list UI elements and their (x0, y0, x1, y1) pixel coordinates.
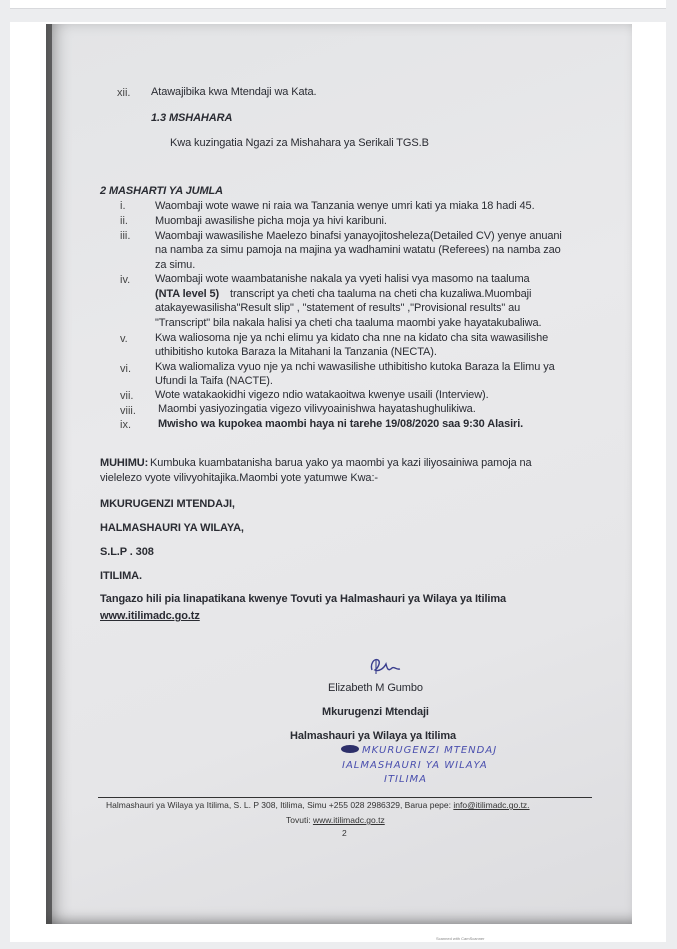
signatory-organization: Halmashauri ya Wilaya ya Itilima (290, 730, 457, 742)
website-link[interactable]: www.itilimadc.go.tz (100, 610, 200, 622)
muhimu-text: Kumbuka kuambatanisha barua yako ya maombi ya kazi iliyosainiwa pamoja na (150, 457, 532, 469)
section-1-3-title: 1.3 MSHAHARA (151, 112, 233, 124)
list-item: Waombaji wote wawe ni raia wa Tanzania wenye umri kati ya miaka 18 hadi 45. (155, 200, 535, 212)
signature-mark (366, 656, 406, 678)
list-item: Maombi yasiyozingatia vigezo vilivyoainishwa hayatashughulikiwa. (158, 403, 476, 415)
item-number: ix. (120, 419, 131, 431)
stamp-emblem (340, 744, 360, 754)
item-number: viii. (120, 405, 136, 417)
item-number: iv. (120, 274, 131, 286)
section-2-title: 2 MASHARTI YA JUMLA (100, 185, 223, 197)
item-number: i. (120, 200, 126, 212)
list-item-continued: uthibitisho kutoka Baraza la Mitahani la Tanzania (NECTA). (155, 346, 437, 358)
list-item-continued: Ufundi la Taifa (NACTE). (155, 375, 273, 387)
tangazo-text: Tangazo hili pia linapatikana kwenye Tovuti ya Halmashauri ya Wilaya ya Itilima (100, 593, 507, 605)
list-item-continued: na namba za simu pamoja na majina ya wadhamini watatu (Referees) na namba zao (155, 244, 561, 256)
footer-email[interactable]: info@itilimadc.go.tz. (453, 800, 530, 810)
footer-website-label: Tovuti: (286, 815, 313, 825)
list-item: Kwa waliomaliza vyuo nje ya nchi wawasilishe uthibitisho kutoka Baraza la Elimu ya (155, 361, 555, 373)
page-number: 2 (342, 828, 347, 838)
list-item: Waombaji wote waambatanishe nakala ya vyeti halisi vya masomo na taaluma (155, 273, 530, 285)
list-item: Waombaji wawasilishe Maelezo binafsi yanayojitosheleza(Detailed CV) yenye anuani (155, 230, 562, 242)
stamp-line: MKURUGENZI MTENDAJ (362, 745, 498, 756)
top-bar (10, 0, 666, 9)
muhimu-text-continued: vielelezo vyote vilivyohitajika.Maombi yote yatumwe Kwa:- (100, 472, 378, 484)
list-item: Wote watakaokidhi vigezo ndio watakaoitwa kwenye usaili (Interview). (155, 389, 489, 401)
item-number: v. (120, 333, 128, 345)
signatory-title: Mkurugenzi Mtendaji (322, 706, 429, 718)
item-number: vii. (120, 390, 134, 402)
stamp-line: IALMASHAURI YA WILAYA (342, 760, 488, 771)
item-xii-text: Atawajibika kwa Mtendaji wa Kata. (151, 86, 317, 98)
footer-website-line (286, 815, 385, 825)
footer-address (106, 800, 530, 810)
list-item: Muombaji awasilishe picha moja ya hivi karibuni. (155, 215, 387, 227)
signatory-name: Elizabeth M Gumbo (328, 682, 423, 694)
nta-level-text: (NTA level 5) (155, 288, 220, 300)
list-item-continued: "Transcript" bila nakala halisi ya cheti cha taaluma maombi yake hayatakubaliwa. (155, 317, 542, 329)
list-item: Kwa waliosoma nje ya nchi elimu ya kidato cha nne na kidato cha sita wawasilishe (155, 332, 549, 344)
item-number: ii. (120, 215, 128, 227)
scanner-watermark: Scanned with CamScanner (436, 936, 485, 941)
address-line: HALMASHAURI YA WILAYA, (100, 522, 244, 534)
muhimu-label: MUHIMU: (100, 457, 149, 469)
list-item-continued: transcript ya cheti cha taaluma na cheti cha kuzaliwa.Muombaji (230, 288, 532, 300)
address-line: MKURUGENZI MTENDAJI, (100, 498, 235, 510)
stamp-line: ITILIMA (384, 774, 427, 785)
item-number: vi. (120, 363, 131, 375)
address-line: S.L.P . 308 (100, 546, 154, 558)
address-line: ITILIMA. (100, 570, 142, 582)
list-item-continued: atakayewasilisha"Result slip" , "statement of results" ,"Provisional results" au (155, 302, 521, 314)
footer-divider (98, 797, 592, 798)
deadline-text: Mwisho wa kupokea maombi haya ni tarehe 19/08/2020 saa 9:30 Alasiri. (158, 418, 524, 430)
item-number: xii. (117, 87, 131, 99)
item-number: iii. (120, 230, 131, 242)
footer-contact: Halmashauri ya Wilaya ya Itilima, S. L. P 308, Itilima, Simu +255 028 2986329, Barua pepe: (106, 800, 454, 810)
list-item-continued: za simu. (155, 259, 196, 271)
footer-website[interactable]: www.itilimadc.go.tz (312, 815, 385, 825)
salary-text: Kwa kuzingatia Ngazi za Mishahara ya Serikali TGS.B (170, 137, 429, 149)
